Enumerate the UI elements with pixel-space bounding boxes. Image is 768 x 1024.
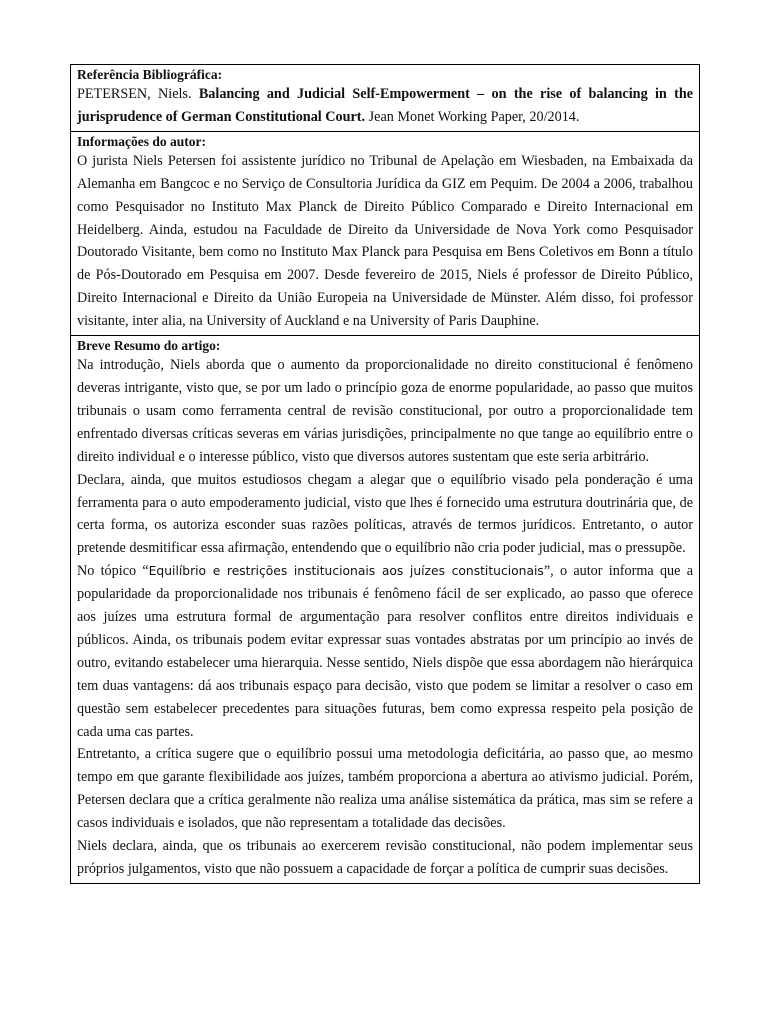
author-info-cell	[71, 133, 699, 336]
summary-table	[70, 64, 700, 884]
summary-text	[77, 354, 693, 881]
reference-author: PETERSEN, Niels.	[77, 86, 192, 102]
summary-paragraph-2: Declara, ainda, que muitos estudiosos chegam a alegar que o equilíbrio visado pela ponderação é uma ferramenta para o auto empoderamento judicial, visto que lhes é fornecido uma estrutura doutrinária que, de certa forma, os autoriza esconder suas razões políticas, através de termos jurídicos. Entretanto, o autor pretende desmitificar essa afirmação, entendendo que o equilíbrio não cria poder judicial, mas o pressupõe.	[77, 471, 693, 557]
reference-cell	[71, 66, 699, 132]
topic-title: Equilíbrio e restrições institucionais aos juízes constitucionais	[148, 564, 544, 579]
summary-heading: Breve Resumo do artigo:	[77, 338, 221, 354]
summary-cell	[71, 337, 699, 883]
reference-text	[77, 83, 693, 129]
document-page	[70, 64, 700, 884]
author-info-paragraph: O jurista Niels Petersen foi assistente jurídico no Tribunal de Apelação em Wiesbaden, na Embaixada da Alemanha em Bangcoc e no Serviço de Consultoria Jurídica da GIZ em Pequim. De 2004 a 2006, trabalhou como Pesquisador no Instituto Max Planck de Direito Público Comparado e Direito Internacional em Heidelberg. Ainda, estudou na Faculdade de Direito da Universidade de Nova York como Pesquisador Doutorado Visitante, bem como no Instituto Max Planck para Pesquisa em Bens Coletivos em Bonn a título de Pós-Doutorado em Pesquisa em 2007. Desde fevereiro de 2015, Niels é professor de Direito Público, Direito Internacional e Direito da União Europeia na Universidade de Münster. Além disso, foi professor visitante, inter alia, na University of Auckland e na University of Paris Dauphine.	[77, 152, 693, 330]
reference-publication: Jean Monet Working Paper, 20/2014.	[368, 108, 580, 125]
summary-paragraph-4: Entretanto, a crítica sugere que o equilíbrio possui uma metodologia deficitária, ao passo que, ao mesmo tempo em que garante flexibilidade aos juízes, também proporciona a abertura ao ativismo judicial. Porém, Petersen declara que a crítica geralmente não realiza uma análise sistemática da prática, mas sim se refere a casos individuais e isolados, que não representam a totalidade das decisões.	[77, 746, 693, 832]
author-info-heading: Informações do autor:	[77, 133, 206, 149]
summary-paragraph-1: Na introdução, Niels aborda que o aumento da proporcionalidade no direito constitucional é fenômeno deveras intrigante, visto que, se por um lado o princípio goza de enorme popularidade, ao passo que muitos tribunais o usam como ferramenta central de revisão constitucional, por outro a proporcionalidade tem enfrentado diversas críticas severas em várias jurisdições, principalmente no que tange ao equilíbrio entre o direito individual e o interesse público, visto que diversos autores sustentam que este seria arbitrário.	[77, 357, 693, 465]
reference-title: Balancing and Judicial Self-Empowerment – on the rise of balancing in the jurisprudence of German Constitutional Court.	[77, 86, 694, 125]
reference-heading: Referência Bibliográfica:	[77, 67, 223, 82]
summary-paragraph-5: Niels declara, ainda, que os tribunais ao exercerem revisão constitucional, não podem implementar seus próprios julgamentos, visto que não possuem a capacidade de forçar a política de cumprir suas decisões.	[77, 838, 693, 877]
topic-quote-open: No tópico “	[77, 563, 149, 580]
summary-paragraph-3-rest: ”, o autor informa que a popularidade da proporcionalidade nos tribunais é fenômeno fácil de ser explicado, ao passo que oferece aos juízes uma estrutura formal de argumentação para resolver conflitos entre direitos individuais e públicos. Ainda, os tribunais podem evitar expressar suas vontades abstratas por um princípio ao invés de outro, evitando estabelecer uma hierarquia. Nesse sentido, Niels dispõe que essa abordagem não hierárquica tem duas vantagens: dá aos tribunais espaço para decisão, visto que podem se limitar a resolver o caso em questão sem estabelecer precedentes para situações futuras, bem como expressa respeito pela posição de cada uma cas partes.	[77, 563, 693, 740]
summary-paragraph-3	[77, 560, 693, 743]
author-info-text	[77, 150, 693, 333]
